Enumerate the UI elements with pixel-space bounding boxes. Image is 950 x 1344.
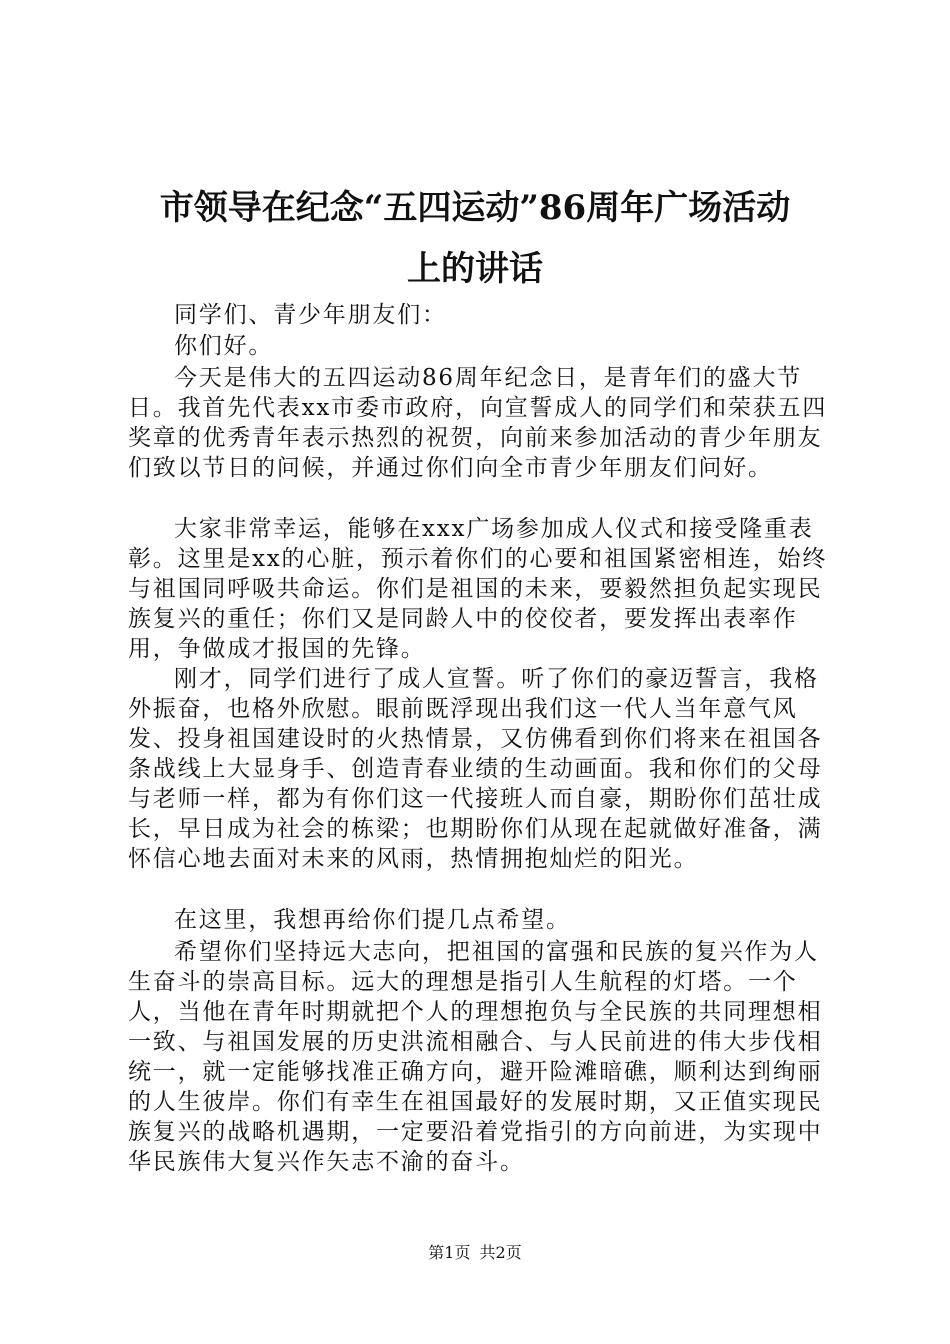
document-title-line-1: 市领导在纪念“五四运动”86周年广场活动 — [159, 188, 791, 228]
page-total: 共2页 — [479, 1243, 522, 1262]
paragraph-hello: 你们好。 — [174, 333, 274, 359]
paragraph-hopes-intro: 在这里，我想再给你们提几点希望。 — [174, 907, 571, 933]
page-number: 第1页 — [428, 1243, 471, 1262]
paragraph-ambition: 希望你们坚持远大志向，把祖国的富强和民族的复兴作为人生奋斗的崇高目标。远大的理想是指引人生航程的灯塔。一个人，当他在青年时期就把个人的理想抱负与全民族的共同理想相一致、与祖国发展的历史洪流相融合、与人民前进的伟大步伐相统一，就一定能够找准正确方向，避开险滩暗礁，顺利达到绚丽的人生彼岸。你们有幸生在祖国最好的发展时期，又正值实现民族复兴的战略机遇期，一定要沿着党指引的方向前进，为实现中华民族伟大复兴作矢志不渝的奋斗。 — [128, 939, 823, 1175]
paragraph-opening: 今天是伟大的五四运动86周年纪念日，是青年们的盛大节日。我首先代表xx市委市政府，向宣誓成人的同学们和荣获五四奖章的优秀青年表示热烈的祝贺，向前来参加活动的青少年朋友们致以节日的问候，并通过你们向全市青少年朋友们问好。 — [128, 365, 828, 481]
paragraph-oath: 刚才，同学们进行了成人宣誓。听了你们的豪迈誓言，我格外振奋，也格外欣慰。眼前既浮现出我们这一代人当年意气风发、投身祖国建设时的火热情景，又仿佛看到你们将来在祖国各条战线上大显身手、创造青春业绩的生动画面。我和你们的父母与老师一样，都为有你们这一代接班人而自豪，期盼你们茁壮成长，早日成为社会的栋梁；也期盼你们从现在起就做好准备，满怀信心地去面对未来的风雨，热情拥抱灿烂的阳光。 — [128, 666, 823, 872]
paragraph-fortunate: 大家非常幸运，能够在xxx广场参加成人仪式和接受隆重表彰。这里是xx的心脏，预示着你们的心要和祖国紧密相连，始终与祖国同呼吸共命运。你们是祖国的未来，要毅然担负起实现民族复兴的重任；你们又是同龄人中的佼佼者，要发挥出表率作用，争做成才报国的先锋。 — [128, 516, 828, 662]
paragraph-greeting: 同学们、青少年朋友们： — [174, 302, 447, 328]
page-footer — [0, 1243, 950, 1263]
document-title-line-2: 上的讲话 — [407, 249, 543, 289]
